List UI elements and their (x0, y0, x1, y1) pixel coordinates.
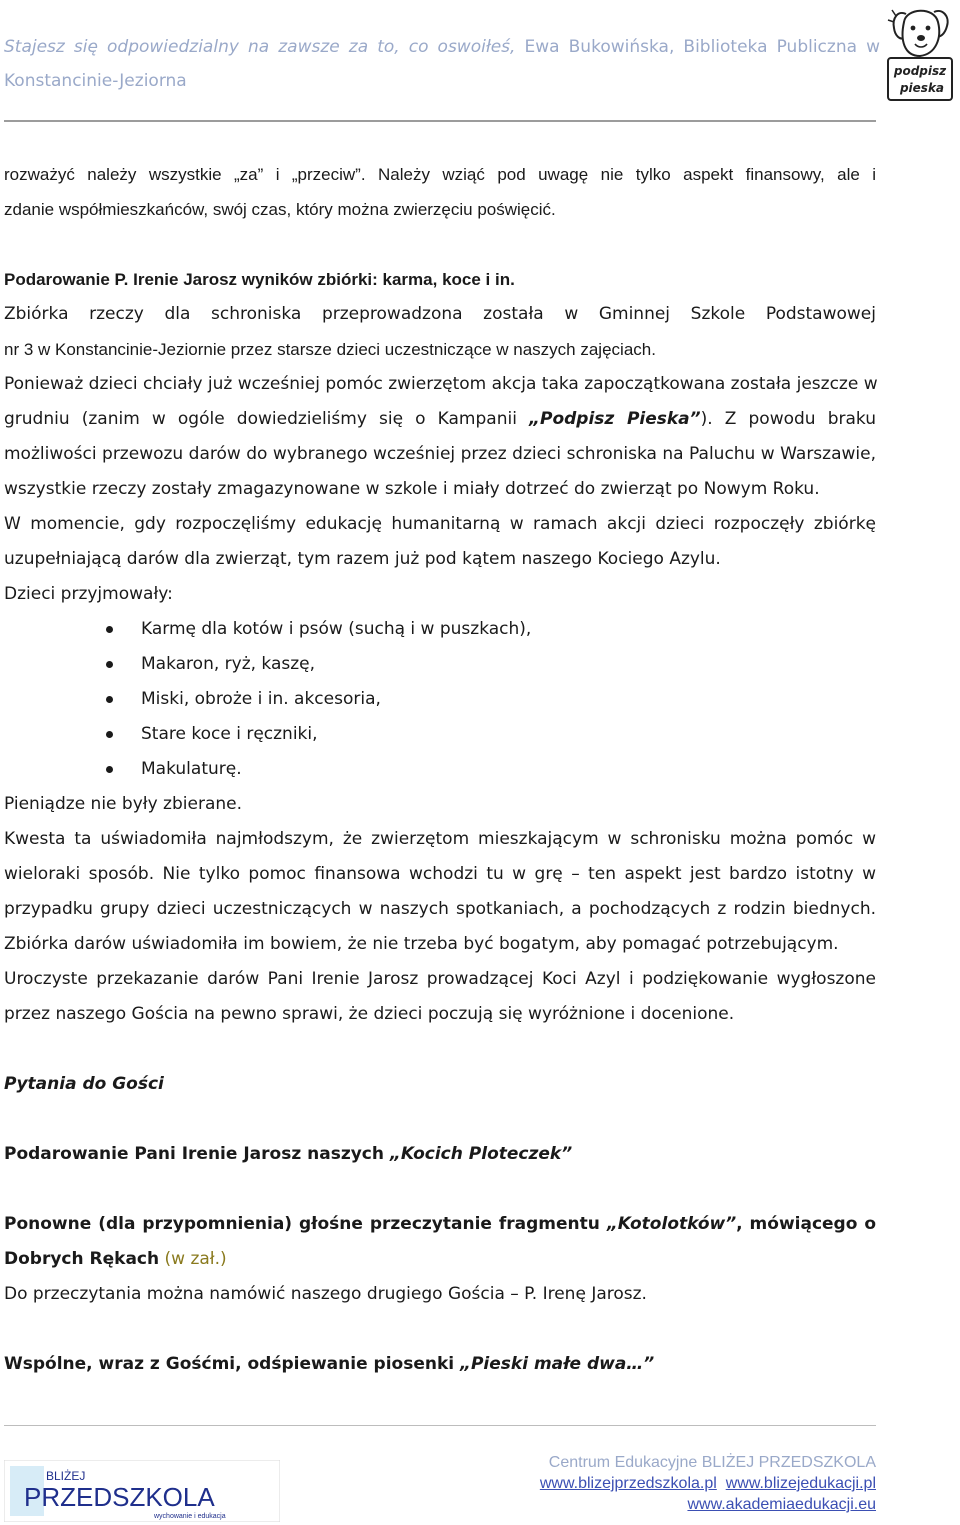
text-span: , mówiącego o (736, 1214, 877, 1234)
donation-list (4, 612, 876, 787)
text-span: ). Z powodu braku (700, 409, 876, 429)
text-span: grudniu (zanim w ogóle dowiedzieliśmy się o Kampanii (4, 409, 530, 429)
paragraph-line: Zbiórka rzeczy dla schroniska przeprowadzona została w Gminnej Szkole Podstawowej (4, 304, 876, 324)
section-heading-continued (4, 1242, 876, 1277)
header-author-library: Ewa Bukowińska, Biblioteka Publiczna w Konstancinie-Jeziorna (4, 37, 880, 91)
paragraph-line: możliwości przewozu darów do wybranego wcześniej przez dzieci schroniska na Paluchu w Warszawie, (4, 444, 876, 464)
logo-text-przedszkola: PRZEDSZKOLA (24, 1482, 215, 1512)
paragraph-line: uzupełniającą darów dla zwierząt, tym razem już pod kątem naszego Kociego Azylu. (4, 549, 721, 569)
list-item: Makaron, ryż, kaszę, (4, 647, 876, 682)
paragraph-line: nr 3 w Konstancinie-Jeziornie przez starsze dzieci uczestniczące w naszych zajęciach. (4, 340, 656, 359)
text-span: Podarowanie Pani Irenie Jarosz naszych (4, 1144, 390, 1164)
paragraph-line: Ponieważ dzieci chciały już wcześniej pomóc zwierzętom akcja taka zapoczątkowana została jeszcze w (4, 374, 878, 394)
website-link-blizejprzedszkola[interactable]: www.blizejprzedszkola.pl (539, 1475, 717, 1492)
website-link-akademiaedukacji[interactable]: www.akademiaedukacji.eu (687, 1496, 876, 1513)
paragraph-line: Uroczyste przekazanie darów Pani Irenie Jarosz prowadzącej Koci Azyl i podziękowanie wygłoszone (4, 969, 876, 989)
list-item: Stare koce i ręczniki, (4, 717, 876, 752)
text-span: Dobrych Rękach (4, 1249, 160, 1269)
header-quote: Stajesz się odpowiedzialny na zawsze za to, co oswoiłeś, (4, 37, 516, 57)
section-heading (4, 1207, 876, 1242)
section-heading: Podarowanie P. Irenie Jarosz wyników zbiórki: karma, koce i in. (4, 270, 515, 289)
paragraph-line: przez naszego Gościa na pewno sprawi, że dzieci poczują się wyróżnione i docenione. (4, 1004, 735, 1024)
logo-tagline: wychowanie i edukacja (154, 1513, 226, 1520)
paragraph-line (4, 402, 876, 437)
text-span: Wspólne, wraz z Gośćmi, odśpiewanie piosenki (4, 1354, 461, 1374)
title-span: „Kotolotków” (606, 1214, 737, 1234)
paragraph-line: Do przeczytania można namówić naszego drugiego Gościa – P. Irenę Jarosz. (4, 1284, 647, 1304)
logo-text-pieska: pieska (899, 81, 945, 95)
section-heading: Pytania do Gości (4, 1074, 164, 1094)
list-item: Miski, obroże i in. akcesoria, (4, 682, 876, 717)
title-span: „Kocich Ploteczek” (389, 1144, 573, 1164)
footer-divider (4, 1425, 876, 1426)
paragraph-line: rozważyć należy wszystkie „za” i „przeciw”. Należy wziąć pod uwagę nie tylko aspekt finansowy, ale i (4, 165, 876, 184)
paragraph-line: wieloraki sposób. Nie tylko pomoc finansowa wchodzi tu w grę – ten aspekt jest bardzo istotny w (4, 864, 876, 884)
organization-name: Centrum Edukacyjne BLIŻEJ PRZEDSZKOLA (548, 1454, 876, 1471)
section-heading (4, 1347, 876, 1382)
website-link-blizejedukacji[interactable]: www.blizejedukacji.pl (725, 1475, 876, 1492)
attachment-note: (w zał.) (159, 1249, 227, 1269)
list-intro: Dzieci przyjmowały: (4, 584, 173, 604)
list-item: Makulaturę. (4, 752, 876, 787)
paragraph-line: Kwesta ta uświadomiła najmłodszym, że zwierzętom mieszkającym w schronisku można pomóc w (4, 829, 876, 849)
paragraph-line: przypadku grupy dzieci uczestniczących w naszych spotkaniach, a pochodzących z rodzin biednych. (4, 899, 876, 919)
list-item: Karmę dla kotów i psów (suchą i w puszkach), (4, 612, 876, 647)
paragraph-line: wszystkie rzeczy zostały zmagazynowane w szkole i miały dotrzeć do zwierząt po Nowym Roku. (4, 479, 820, 499)
paragraph-line: zdanie współmieszkańców, swój czas, który można zwierzęciu poświęcić. (4, 200, 556, 219)
document-body (4, 157, 876, 1382)
campaign-name: „Podpisz Pieska” (529, 409, 701, 429)
paragraph-line: Zbiórka darów uświadomiła im bowiem, że nie trzeba być bogatym, aby pomagać potrzebującym. (4, 934, 839, 954)
section-heading (4, 1137, 876, 1172)
paragraph-line: Pieniądze nie były zbierane. (4, 794, 242, 814)
podpisz-pieska-logo (884, 2, 956, 102)
header-divider (4, 120, 876, 122)
blizej-przedszkola-logo (4, 1460, 280, 1522)
paragraph-line: W momencie, gdy rozpoczęliśmy edukację humanitarną w ramach akcji dzieci rozpoczęły zbiórkę (4, 514, 876, 534)
logo-text-blizej: BLIŻEJ (46, 1469, 86, 1483)
text-span: Ponowne (dla przypomnienia) głośne przeczytanie fragmentu (4, 1214, 607, 1234)
logo-text-podpisz: podpisz (893, 64, 947, 78)
footer-organization (540, 1452, 876, 1515)
document-header (4, 30, 880, 98)
song-title: „Pieski małe dwa…” (460, 1354, 655, 1374)
